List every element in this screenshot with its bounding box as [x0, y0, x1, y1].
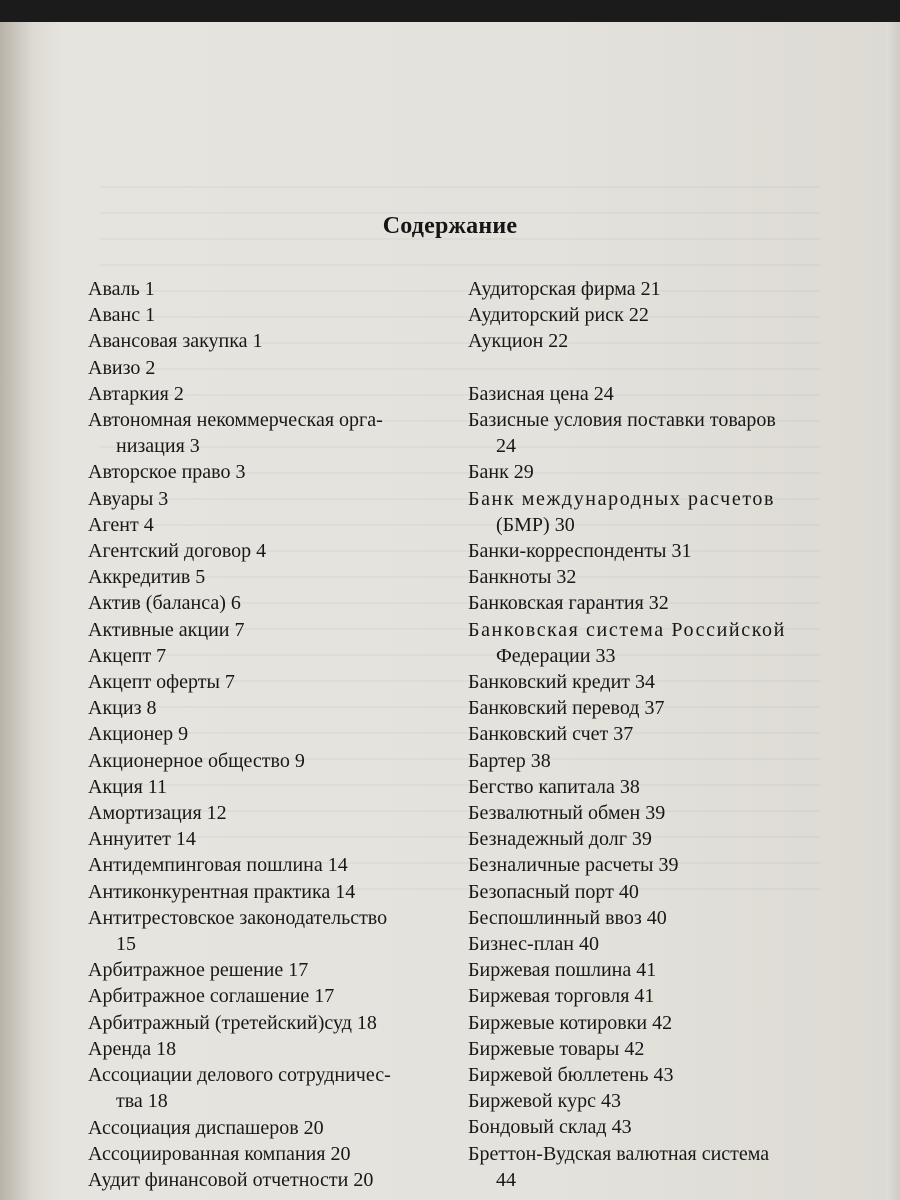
toc-entry: Аудит финансовой отчетности 20 — [88, 1168, 374, 1191]
toc-entry: Антиконкурентная практика 14 — [88, 880, 356, 903]
toc-entry: Акцепт оферты 7 — [88, 671, 235, 694]
toc-entry: Аудиторский риск 22 — [468, 304, 649, 327]
page-right-edge — [886, 22, 900, 1200]
toc-entry: Акция 11 — [88, 775, 168, 798]
toc-entry: Базисные условия поставки товаров — [468, 409, 776, 431]
toc-entry: Бондовый склад 43 — [468, 1116, 632, 1139]
toc-entry: Антитрестовское законодательство — [88, 906, 388, 929]
toc-entry: Банки-корреспонденты 31 — [468, 540, 692, 563]
toc-entry: Биржевая пошлина 41 — [468, 959, 657, 982]
toc-entry: Аренда 18 — [88, 1037, 177, 1060]
toc-entry: Банковская система Российской — [468, 618, 786, 641]
toc-entry: Антидемпинговая пошлина 14 — [88, 854, 348, 877]
toc-entry: Безвалютный обмен 39 — [468, 802, 666, 825]
toc-entry: Автономная некоммерческая орга- — [88, 409, 383, 432]
toc-entry: Активные акции 7 — [88, 618, 245, 641]
toc-entry: Банкноты 32 — [468, 566, 577, 589]
toc-entry: Арбитражное соглашение 17 — [88, 985, 335, 1008]
toc-entry: 44 — [496, 1168, 516, 1191]
toc-entry: (БМР) 30 — [496, 513, 575, 536]
toc-entry: Бартер 38 — [468, 749, 551, 772]
toc-entry: Арбитражное решение 17 — [88, 959, 309, 982]
toc-entry: Биржевая торговля 41 — [468, 985, 655, 1008]
toc-entry: Авизо 2 — [88, 356, 156, 379]
toc-entry: Арбитражный (третейский)суд 18 — [88, 1011, 377, 1034]
toc-entry: 24 — [496, 435, 516, 458]
toc-entry: Ассоциация диспашеров 20 — [88, 1116, 324, 1139]
toc-entry: Бреттон-Вудская валютная система — [468, 1142, 770, 1165]
toc-entry: Банковский кредит 34 — [468, 671, 656, 694]
toc-entry: Ассоциации делового сотрудничес- — [88, 1064, 391, 1087]
toc-entry: Акционер 9 — [88, 723, 189, 746]
toc-entry: Беспошлинный ввоз 40 — [468, 906, 667, 929]
toc-entry: Акционерное общество 9 — [88, 749, 305, 772]
toc-entry: Акцепт 7 — [88, 644, 167, 667]
toc-entry: тва 18 — [116, 1090, 168, 1113]
toc-entry: Биржевой курс 43 — [468, 1090, 621, 1113]
toc-section-gap — [468, 355, 820, 381]
toc-entry: Биржевые товары 42 — [468, 1037, 645, 1060]
toc-entry: Авторское право 3 — [88, 461, 246, 484]
page-spine-shadow — [0, 22, 32, 1200]
toc-entry: Безналичные расчеты 39 — [468, 854, 679, 877]
toc-entry: Авансовая закупка 1 — [88, 330, 263, 353]
toc-entry: Амортизация 12 — [88, 802, 227, 825]
page-title: Содержание — [382, 213, 518, 239]
toc-entry: Агентский договор 4 — [88, 540, 267, 563]
toc-entry: Банковский счет 37 — [468, 723, 634, 746]
toc-entry: Аванс 1 — [88, 304, 156, 327]
toc-entry: Аккредитив 5 — [88, 566, 206, 589]
toc-entry: Биржевые котировки 42 — [468, 1011, 673, 1034]
toc-entry: Биржевой бюллетень 43 — [468, 1064, 674, 1087]
toc-entry: 15 — [116, 933, 136, 956]
toc-entry: Агент 4 — [88, 513, 154, 536]
toc-entry: Бизнес-план 40 — [468, 933, 599, 956]
toc-entry: Базисная цена 24 — [468, 382, 614, 405]
toc-entry: Актив (баланса) 6 — [88, 592, 241, 615]
toc-right-column — [468, 276, 820, 1193]
toc-entry: Банк международных расчетов — [468, 487, 776, 510]
toc-entry: Аудиторская фирма 21 — [468, 278, 661, 300]
toc-entry: Аннуитет 14 — [88, 828, 196, 851]
toc-entry: Аукцион 22 — [468, 330, 569, 353]
toc-entry: Банк 29 — [468, 461, 534, 484]
toc-entry: Аваль 1 — [88, 278, 155, 300]
toc-entry: низация 3 — [116, 435, 200, 458]
toc-entry: Бегство капитала 38 — [468, 775, 640, 798]
toc-entry: Авуары 3 — [88, 487, 169, 510]
toc-entry: Ассоциированная компания 20 — [88, 1142, 351, 1165]
toc-entry: Акциз 8 — [88, 697, 157, 720]
toc-entry: Федерации 33 — [496, 644, 616, 667]
toc-entry: Банковская гарантия 32 — [468, 592, 669, 615]
toc-entry: Автаркия 2 — [88, 382, 184, 405]
toc-left-column — [88, 276, 446, 1193]
toc-entry: Банковский перевод 37 — [468, 697, 665, 720]
toc-entry: Безопасный порт 40 — [468, 880, 639, 903]
toc-entry: Безнадежный долг 39 — [468, 828, 652, 851]
